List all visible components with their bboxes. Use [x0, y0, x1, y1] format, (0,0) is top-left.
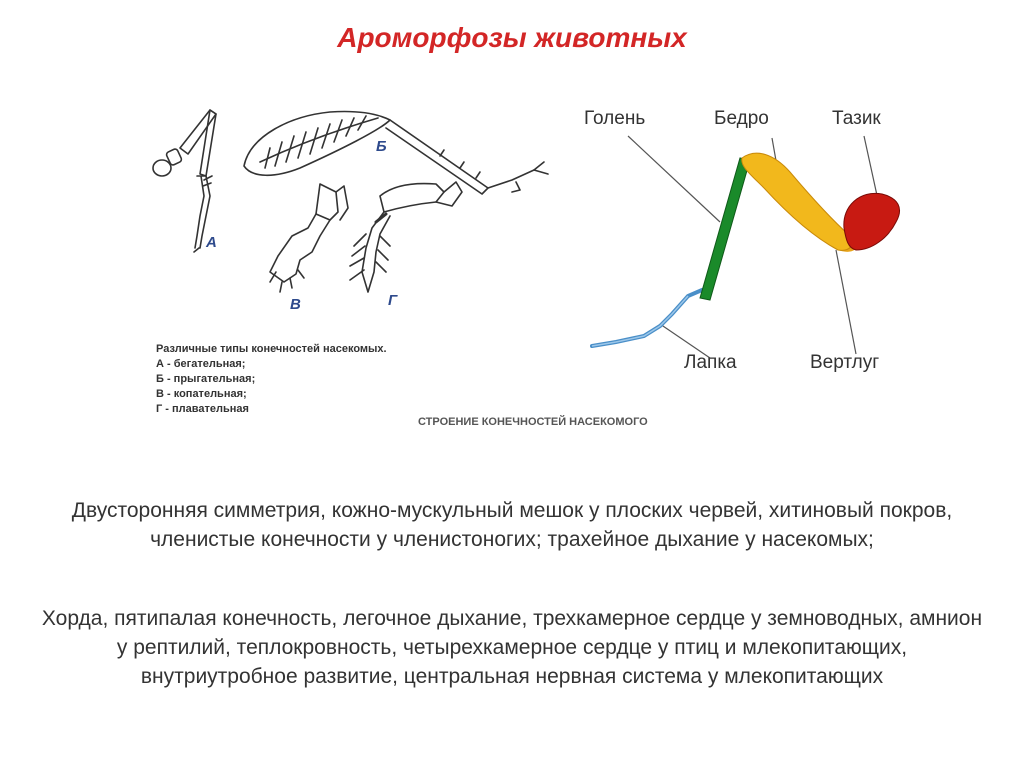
femur-label: Бедро	[714, 108, 769, 129]
trochanter-label: Вертлуг	[810, 352, 880, 373]
tarsus-label: Лапка	[684, 352, 737, 373]
coxa-label: Тазик	[832, 108, 881, 129]
vertebrate-aromorphoses-text: Хорда, пятипалая конечность, легочное дыхание, трехкамерное сердце у земноводных, амнион у рептилий, теплокровность, четырехкамерное сердце у птиц и млекопитающих, внутриутробное развитие, центральная нервная система у млекопитающих	[41, 607, 983, 688]
label-v: В	[290, 296, 301, 313]
label-b: Б	[376, 138, 387, 155]
limb-sketches	[140, 96, 570, 336]
arthropod-aromorphoses-text: Двусторонняя симметрия, кожно-мускульный мешок у плоских червей, хитиновый покров, членистые конечности у членистоногих; трахейное дыхание у насекомых;	[71, 499, 953, 551]
swimming-leg-drawing	[350, 182, 462, 292]
caption-line: Б - прыгательная;	[156, 373, 256, 385]
insect-limb-types-figure	[140, 96, 570, 336]
limb-structure-caption: СТРОЕНИЕ КОНЕЧНОСТЕЙ НАСЕКОМОГО	[418, 416, 648, 428]
caption-line: Г - плавательная	[156, 403, 249, 415]
label-a: А	[206, 234, 217, 251]
leg-structure-drawing	[560, 100, 960, 400]
label-g: Г	[388, 292, 398, 309]
leg-structure-figure	[560, 100, 960, 400]
caption-line: Различные типы конечностей насекомых.	[156, 343, 387, 355]
tibia-segment	[700, 158, 750, 300]
femur-segment	[742, 153, 853, 250]
coxa-segment	[844, 193, 900, 250]
digging-leg-drawing	[270, 184, 348, 292]
limb-types-caption	[156, 342, 387, 417]
caption-line: А - бегательная;	[156, 358, 246, 370]
slide-title: Ароморфозы животных	[337, 22, 687, 53]
running-leg-drawing	[153, 110, 216, 252]
caption-line: В - копательная;	[156, 388, 247, 400]
jumping-leg-drawing	[244, 111, 548, 194]
tibia-label: Голень	[584, 108, 646, 129]
